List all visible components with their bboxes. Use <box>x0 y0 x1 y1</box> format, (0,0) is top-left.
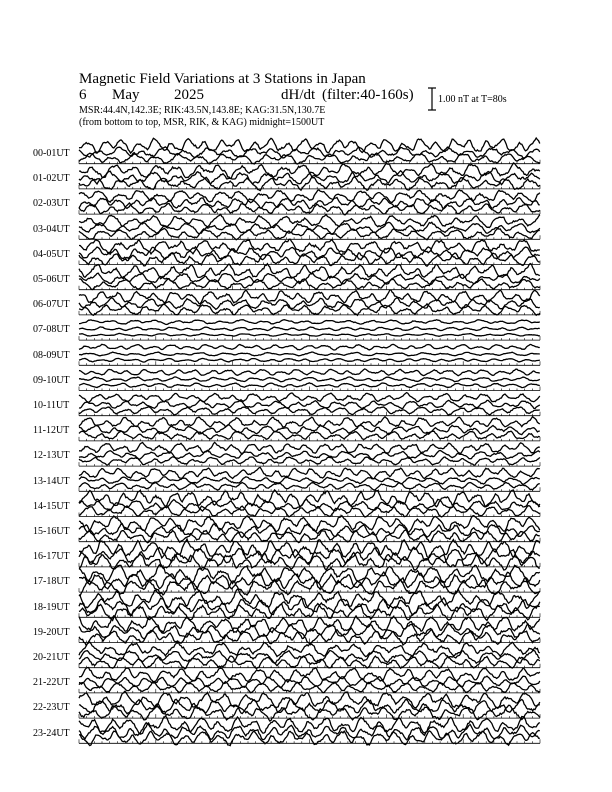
trace-msr <box>79 320 540 325</box>
trace-msr <box>79 691 540 708</box>
hour-row <box>79 467 540 491</box>
hour-row <box>79 138 540 164</box>
quantity-label: dH/dt <box>281 87 316 103</box>
station-order-note: (from bottom to top, MSR, RIK, & KAG) midnight=1500UT <box>79 117 325 128</box>
hour-row <box>79 616 540 646</box>
hour-row <box>79 369 540 391</box>
scale-bar <box>428 88 436 110</box>
hour-label: 07-08UT <box>33 324 70 336</box>
hour-label: 05-06UT <box>33 274 70 285</box>
hour-label: 03-04UT <box>33 223 70 235</box>
trace-msr <box>79 264 540 279</box>
trace-msr <box>79 393 540 403</box>
hour-row <box>79 641 540 669</box>
hour-label: 20-21UT <box>33 652 70 663</box>
hour-row <box>79 214 540 239</box>
minute-ticks <box>79 361 540 365</box>
chart-title: Magnetic Field Variations at 3 Stations in Japan <box>79 71 366 87</box>
trace-rik <box>79 450 540 459</box>
trace-rik <box>79 377 540 382</box>
minute-ticks <box>79 513 540 517</box>
stations-coordinates: MSR:44.4N,142.3E; RIK:43.5N,143.8E; KAG:31.5N,130.7E <box>79 105 326 116</box>
hour-label: 04-05UT <box>33 248 70 260</box>
hour-row <box>79 539 540 570</box>
hour-row <box>79 320 540 340</box>
hour-label: 19-20UT <box>33 626 70 638</box>
trace-msr <box>79 369 540 376</box>
hour-label: 02-03UT <box>33 198 70 210</box>
date-month: May <box>112 87 140 103</box>
trace-rik <box>79 327 540 331</box>
hour-label: 16-17UT <box>33 551 70 563</box>
hour-label: 00-01UT <box>33 148 70 159</box>
hour-label: 10-11UT <box>33 400 70 411</box>
hour-label: 15-16UT <box>33 526 70 537</box>
trace-rik <box>79 222 540 234</box>
hour-row <box>79 516 540 543</box>
filter-label: (filter:40-160s) <box>322 87 414 103</box>
hour-row <box>79 290 540 315</box>
trace-kag <box>79 333 540 336</box>
hour-row <box>79 442 540 466</box>
hour-label: 12-13UT <box>33 450 70 462</box>
hour-row <box>79 589 540 620</box>
hour-label: 23-24UT <box>33 727 70 739</box>
minute-ticks <box>79 387 540 391</box>
hour-row <box>79 163 540 191</box>
trace-msr <box>79 417 540 428</box>
hour-row <box>79 264 540 290</box>
minute-ticks <box>79 311 540 315</box>
hour-label: 13-14UT <box>33 475 70 487</box>
hour-row <box>79 239 540 266</box>
date-day: 6 <box>79 87 87 103</box>
hour-label: 09-10UT <box>33 374 70 386</box>
trace-rik <box>79 724 540 740</box>
hour-row <box>79 565 540 596</box>
hour-row <box>79 393 540 416</box>
hour-row <box>79 190 540 215</box>
minute-ticks <box>79 336 540 340</box>
trace-kag <box>79 580 540 595</box>
hour-row <box>79 417 540 441</box>
trace-rik <box>79 352 540 356</box>
hour-row <box>79 490 540 517</box>
trace-msr <box>79 490 540 507</box>
trace-rik <box>79 676 540 688</box>
hour-label: 14-15UT <box>33 500 70 512</box>
hour-label: 06-07UT <box>33 299 70 311</box>
hour-label: 18-19UT <box>33 601 70 613</box>
hour-row <box>79 344 540 365</box>
trace-msr <box>79 344 540 350</box>
hour-label: 21-22UT <box>33 677 70 689</box>
hour-label: 11-12UT <box>33 425 70 437</box>
trace-msr <box>79 467 540 479</box>
hour-label: 08-09UT <box>33 349 70 361</box>
trace-msr <box>79 616 540 633</box>
hour-row <box>79 668 540 693</box>
hour-row <box>79 716 540 746</box>
trace-msr <box>79 442 540 453</box>
trace-rik <box>79 273 540 284</box>
hour-label: 17-18UT <box>33 576 70 588</box>
trace-msr <box>79 516 540 533</box>
hour-label: 22-23UT <box>33 702 70 714</box>
scale-bar-label: 1.00 nT at T=80s <box>438 94 507 105</box>
hour-label: 01-02UT <box>33 173 70 185</box>
hour-row <box>79 691 540 721</box>
date-year: 2025 <box>174 87 204 103</box>
minute-ticks <box>79 639 540 643</box>
